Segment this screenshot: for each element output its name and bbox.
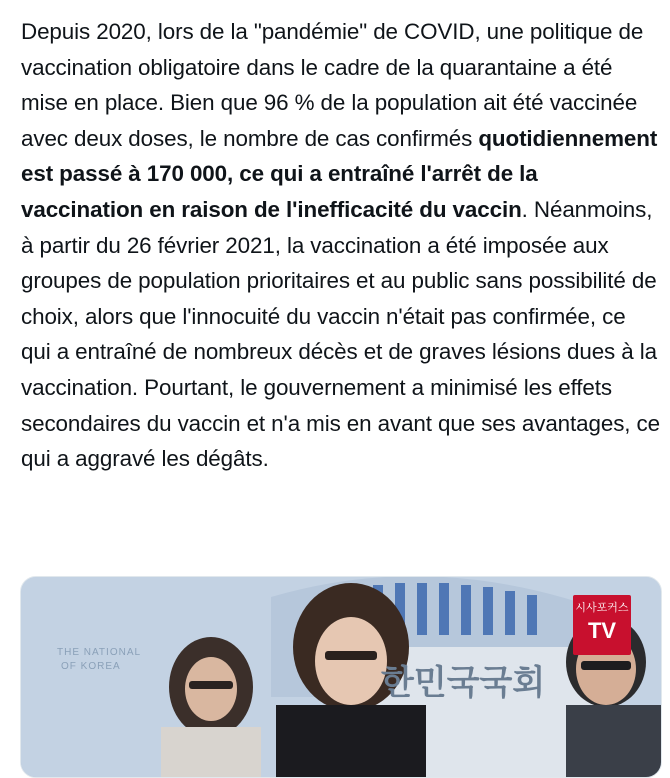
tweet-text-part-2: . Néanmoins, à partir du 26 février 2021, la vaccination a été imposée aux groupes de population prioritaires et au public sans possibilité de choix, alors que l'innocuité du vaccin n'était pas confirmée, ce qui a entraîné de nombreux décès et de graves lésions dues à la vaccination. Pourtant, le gouvernement a minimisé les effets secondaires du vaccin et n'a mis en avant que ses avantages, ce qui a aggravé les dégâts.: [21, 196, 660, 472]
badge-channel-name: 시사포커스: [575, 601, 629, 614]
tweet-text: [21, 14, 661, 477]
broadcaster-logo-badge: [573, 595, 631, 655]
tweet-text-part-1: Depuis 2020, lors de la "pandémie" de COVID, une politique de vaccination obligatoire dans le cadre de la quarantaine a été mise en place. Bien que 96 % de la population ait été vaccinée avec deux doses, le nombre de cas confirmés: [21, 19, 644, 151]
podium-sign-text: 한민국국회: [381, 663, 546, 703]
press-conference-photo: [21, 577, 661, 777]
tweet-text-bold: quotidiennement est passé à 170 000, ce qui a entraîné l'arrêt de la vaccination en raison de l'inefficacité du vaccin: [21, 125, 658, 222]
tweet-media-photo[interactable]: [20, 576, 662, 778]
badge-tv: TV: [587, 618, 617, 643]
wall-text-national: THE NATIONAL: [57, 647, 142, 658]
wall-text-korea: OF KOREA: [61, 661, 121, 672]
